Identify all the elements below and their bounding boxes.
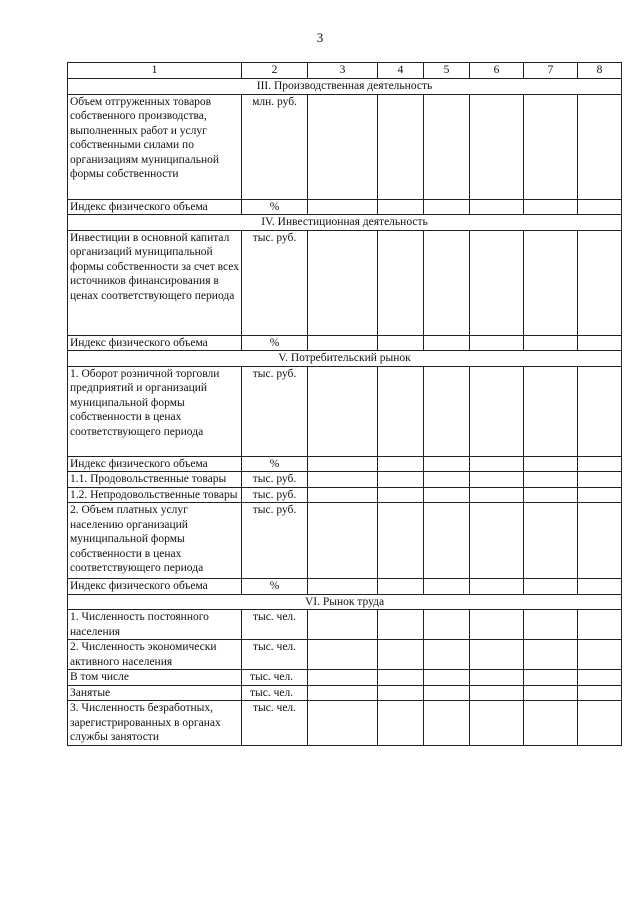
value-cell[interactable] bbox=[424, 701, 470, 746]
indicator-label: 1. Оборот розничной торговли предприятий и организаций муниципальной формы собственности в ценах соответствующего периода bbox=[68, 366, 242, 456]
value-cell[interactable] bbox=[378, 579, 424, 595]
table-row bbox=[68, 230, 622, 335]
value-cell[interactable] bbox=[308, 472, 378, 488]
value-cell[interactable] bbox=[578, 610, 622, 640]
value-cell[interactable] bbox=[470, 456, 524, 472]
value-cell[interactable] bbox=[308, 335, 378, 351]
value-cell[interactable] bbox=[470, 366, 524, 456]
unit-cell: тыс. чел. bbox=[242, 685, 308, 701]
value-cell[interactable] bbox=[308, 366, 378, 456]
value-cell[interactable] bbox=[524, 685, 578, 701]
unit-cell: тыс. чел. bbox=[242, 670, 308, 686]
value-cell[interactable] bbox=[578, 366, 622, 456]
value-cell[interactable] bbox=[378, 610, 424, 640]
value-cell[interactable] bbox=[378, 230, 424, 335]
value-cell[interactable] bbox=[578, 701, 622, 746]
value-cell[interactable] bbox=[470, 640, 524, 670]
value-cell[interactable] bbox=[308, 610, 378, 640]
section-title: V. Потребительский рынок bbox=[68, 351, 622, 367]
value-cell[interactable] bbox=[378, 199, 424, 215]
value-cell[interactable] bbox=[524, 335, 578, 351]
value-cell[interactable] bbox=[524, 610, 578, 640]
value-cell[interactable] bbox=[308, 503, 378, 579]
section-header-row bbox=[68, 215, 622, 231]
value-cell[interactable] bbox=[424, 230, 470, 335]
unit-cell: тыс. чел. bbox=[242, 610, 308, 640]
value-cell[interactable] bbox=[308, 685, 378, 701]
value-cell[interactable] bbox=[578, 472, 622, 488]
table-row bbox=[68, 503, 622, 579]
value-cell[interactable] bbox=[308, 199, 378, 215]
value-cell[interactable] bbox=[524, 472, 578, 488]
value-cell[interactable] bbox=[308, 670, 378, 686]
indicator-label: В том числе bbox=[68, 670, 242, 686]
table-row bbox=[68, 366, 622, 456]
column-number: 8 bbox=[578, 63, 622, 79]
value-cell[interactable] bbox=[308, 640, 378, 670]
value-cell[interactable] bbox=[578, 199, 622, 215]
indicator-label: 1.1. Продовольственные товары bbox=[68, 472, 242, 488]
value-cell[interactable] bbox=[470, 503, 524, 579]
indicator-label: 3. Численность безработных, зарегистрированных в органах службы занятости bbox=[68, 701, 242, 746]
unit-cell: % bbox=[242, 199, 308, 215]
indicators-table bbox=[67, 62, 622, 746]
table-row bbox=[68, 199, 622, 215]
table-row bbox=[68, 579, 622, 595]
column-number: 1 bbox=[68, 63, 242, 79]
value-cell[interactable] bbox=[470, 670, 524, 686]
value-cell[interactable] bbox=[578, 456, 622, 472]
unit-cell: тыс. руб. bbox=[242, 487, 308, 503]
value-cell[interactable] bbox=[378, 472, 424, 488]
value-cell[interactable] bbox=[378, 366, 424, 456]
value-cell[interactable] bbox=[378, 94, 424, 199]
indicator-label: Индекс физического объема bbox=[68, 456, 242, 472]
table-row bbox=[68, 335, 622, 351]
value-cell[interactable] bbox=[470, 579, 524, 595]
section-header-row bbox=[68, 594, 622, 610]
value-cell[interactable] bbox=[308, 230, 378, 335]
table-row bbox=[68, 487, 622, 503]
section-header-row bbox=[68, 351, 622, 367]
column-number: 7 bbox=[524, 63, 578, 79]
unit-cell: % bbox=[242, 335, 308, 351]
value-cell[interactable] bbox=[524, 640, 578, 670]
table-row bbox=[68, 472, 622, 488]
value-cell[interactable] bbox=[578, 230, 622, 335]
value-cell[interactable] bbox=[424, 685, 470, 701]
value-cell[interactable] bbox=[578, 94, 622, 199]
value-cell[interactable] bbox=[308, 487, 378, 503]
table-row bbox=[68, 456, 622, 472]
value-cell[interactable] bbox=[424, 670, 470, 686]
unit-cell: тыс. чел. bbox=[242, 640, 308, 670]
value-cell[interactable] bbox=[470, 701, 524, 746]
value-cell[interactable] bbox=[524, 230, 578, 335]
value-cell[interactable] bbox=[424, 579, 470, 595]
value-cell[interactable] bbox=[470, 472, 524, 488]
value-cell[interactable] bbox=[424, 335, 470, 351]
value-cell[interactable] bbox=[470, 685, 524, 701]
value-cell[interactable] bbox=[424, 199, 470, 215]
value-cell[interactable] bbox=[524, 366, 578, 456]
page-number: 3 bbox=[316, 30, 324, 45]
value-cell[interactable] bbox=[578, 670, 622, 686]
value-cell[interactable] bbox=[470, 94, 524, 199]
unit-cell: тыс. чел. bbox=[242, 701, 308, 746]
column-number: 4 bbox=[378, 63, 424, 79]
value-cell[interactable] bbox=[378, 487, 424, 503]
value-cell[interactable] bbox=[524, 670, 578, 686]
value-cell[interactable] bbox=[578, 685, 622, 701]
section-title: VI. Рынок труда bbox=[68, 594, 622, 610]
unit-cell: тыс. руб. bbox=[242, 366, 308, 456]
value-cell[interactable] bbox=[308, 456, 378, 472]
section-header-row bbox=[68, 79, 622, 95]
column-number: 5 bbox=[424, 63, 470, 79]
column-number: 6 bbox=[470, 63, 524, 79]
section-title: III. Производственная деятельность bbox=[68, 79, 622, 95]
value-cell[interactable] bbox=[524, 701, 578, 746]
value-cell[interactable] bbox=[524, 503, 578, 579]
section-title: IV. Инвестиционная деятельность bbox=[68, 215, 622, 231]
value-cell[interactable] bbox=[470, 230, 524, 335]
value-cell[interactable] bbox=[524, 94, 578, 199]
value-cell[interactable] bbox=[378, 335, 424, 351]
value-cell[interactable] bbox=[308, 579, 378, 595]
value-cell[interactable] bbox=[424, 503, 470, 579]
indicator-label: Занятые bbox=[68, 685, 242, 701]
value-cell[interactable] bbox=[308, 94, 378, 199]
unit-cell: % bbox=[242, 579, 308, 595]
value-cell[interactable] bbox=[524, 579, 578, 595]
indicator-label: Индекс физического объема bbox=[68, 335, 242, 351]
indicator-label: Индекс физического объема bbox=[68, 199, 242, 215]
value-cell[interactable] bbox=[470, 199, 524, 215]
table-row bbox=[68, 685, 622, 701]
value-cell[interactable] bbox=[378, 640, 424, 670]
value-cell[interactable] bbox=[424, 640, 470, 670]
value-cell[interactable] bbox=[524, 456, 578, 472]
value-cell[interactable] bbox=[578, 503, 622, 579]
unit-cell: млн. руб. bbox=[242, 94, 308, 199]
value-cell[interactable] bbox=[470, 610, 524, 640]
value-cell[interactable] bbox=[378, 456, 424, 472]
value-cell[interactable] bbox=[424, 610, 470, 640]
table-row bbox=[68, 701, 622, 746]
indicator-label: 2. Объем платных услуг населению организаций муниципальной формы собственности в ценах соответствующего периода bbox=[68, 503, 242, 579]
column-number: 3 bbox=[308, 63, 378, 79]
unit-cell: тыс. руб. bbox=[242, 503, 308, 579]
value-cell[interactable] bbox=[424, 94, 470, 199]
column-number: 2 bbox=[242, 63, 308, 79]
table-row bbox=[68, 670, 622, 686]
value-cell[interactable] bbox=[524, 487, 578, 503]
unit-cell: тыс. руб. bbox=[242, 230, 308, 335]
column-numbers-row bbox=[68, 63, 622, 79]
unit-cell: тыс. руб. bbox=[242, 472, 308, 488]
value-cell[interactable] bbox=[308, 701, 378, 746]
value-cell[interactable] bbox=[578, 487, 622, 503]
value-cell[interactable] bbox=[470, 335, 524, 351]
value-cell[interactable] bbox=[424, 487, 470, 503]
value-cell[interactable] bbox=[378, 503, 424, 579]
table-row bbox=[68, 610, 622, 640]
indicator-label: 1. Численность постоянного населения bbox=[68, 610, 242, 640]
unit-cell: % bbox=[242, 456, 308, 472]
value-cell[interactable] bbox=[424, 456, 470, 472]
value-cell[interactable] bbox=[424, 366, 470, 456]
value-cell[interactable] bbox=[578, 579, 622, 595]
indicator-label: Объем отгруженных товаров собственного производства, выполненных работ и услуг собственными силами по организациям муниципальной формы собственности bbox=[68, 94, 242, 199]
value-cell[interactable] bbox=[424, 472, 470, 488]
indicator-label: 2. Численность экономически активного населения bbox=[68, 640, 242, 670]
value-cell[interactable] bbox=[578, 640, 622, 670]
value-cell[interactable] bbox=[578, 335, 622, 351]
indicator-label: Индекс физического объема bbox=[68, 579, 242, 595]
value-cell[interactable] bbox=[524, 199, 578, 215]
table-row bbox=[68, 640, 622, 670]
value-cell[interactable] bbox=[378, 685, 424, 701]
value-cell[interactable] bbox=[378, 701, 424, 746]
indicator-label: 1.2. Непродовольственные товары bbox=[68, 487, 242, 503]
value-cell[interactable] bbox=[470, 487, 524, 503]
indicator-label: Инвестиции в основной капитал организаций муниципальной формы собственности за счет всех источников финансирования в ценах соответствующего периода bbox=[68, 230, 242, 335]
table-row bbox=[68, 94, 622, 199]
value-cell[interactable] bbox=[378, 670, 424, 686]
